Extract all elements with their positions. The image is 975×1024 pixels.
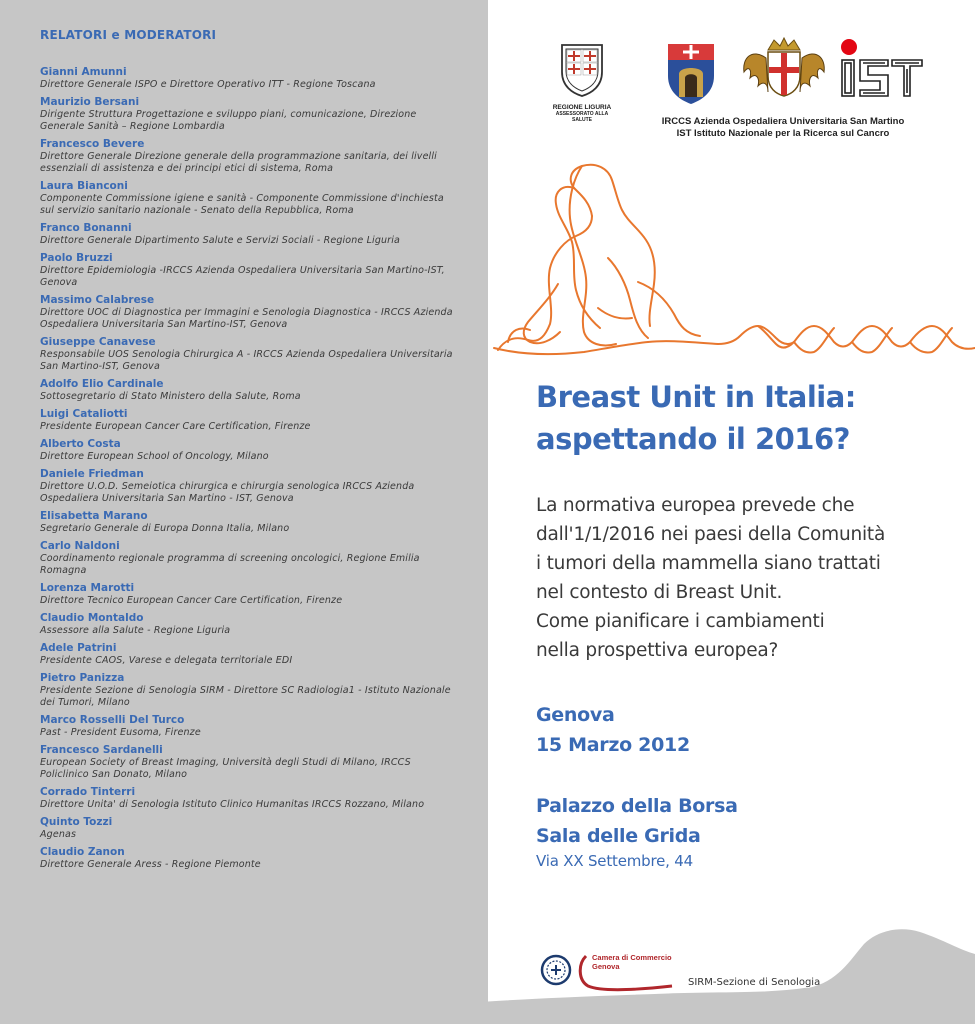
title-line-2: aspettando il 2016? (536, 422, 850, 456)
speaker-role: Direttore Tecnico European Cancer Care Certification, Firenze (40, 595, 343, 606)
cc-line-2: Genova (592, 962, 620, 971)
camera-commercio-text (592, 953, 672, 971)
speaker-item (40, 294, 460, 331)
speaker-item (40, 252, 460, 289)
liguria-shield-icon (559, 42, 605, 98)
speaker-role: Sottosegretario di Stato Ministero della Salute, Roma (40, 391, 301, 402)
speaker-name: Adolfo Elio Cardinale (40, 378, 164, 390)
section-title: RELATORI e MODERATORI (40, 28, 217, 42)
event-city: Genova (536, 704, 615, 726)
speaker-name: Francesco Bevere (40, 138, 145, 150)
cover-panel (488, 0, 975, 1024)
seated-woman-illustration (488, 158, 975, 382)
regione-liguria-logo (551, 42, 613, 123)
speaker-item (40, 582, 460, 607)
description-line: nella prospettiva europea? (536, 640, 779, 661)
seated-figure-line-icon (488, 158, 975, 378)
speaker-item (40, 846, 460, 871)
speaker-name: Claudio Montaldo (40, 612, 144, 624)
cc-line-1: Camera di Commercio (592, 953, 672, 962)
speaker-role: Agenas (40, 829, 77, 840)
speaker-role: Dirigente Struttura Progettazione e sviluppo piani, comunicazione, Direzione Generale Sanità – Regione Lombardia (40, 109, 417, 132)
institution-line-1: IRCCS Azienda Ospedaliera Universitaria San Martino (661, 116, 905, 127)
speaker-role: Coordinamento regionale programma di screening oncologici, Regione Emilia Romagna (40, 553, 420, 576)
description-line: Come pianificare i cambiamenti (536, 611, 825, 632)
speaker-item (40, 744, 460, 781)
speaker-item (40, 378, 460, 403)
speaker-name: Paolo Bruzzi (40, 252, 113, 264)
speaker-name: Pietro Panizza (40, 672, 125, 684)
speaker-name: Luigi Cataliotti (40, 408, 128, 420)
venue-address: Via XX Settembre, 44 (536, 852, 693, 870)
institution-line-2: IST Istituto Nazionale per la Ricerca sul Cancro (676, 128, 890, 139)
speaker-name: Laura Bianconi (40, 180, 128, 192)
ist-wordmark: IST (836, 38, 838, 39)
speaker-item (40, 468, 460, 505)
speaker-role: Direttore Generale Aress - Regione Piemonte (40, 859, 261, 870)
speaker-item (40, 438, 460, 463)
speaker-name: Giuseppe Canavese (40, 336, 156, 348)
speaker-item (40, 222, 460, 247)
sirm-section-label: SIRM-Sezione di Senologia (688, 977, 821, 988)
speaker-name: Massimo Calabrese (40, 294, 155, 306)
speaker-role: Responsabile UOS Senologia Chirurgica A - IRCCS Azienda Ospedaliera Universitaria San Martino-IST, Genova (40, 349, 453, 372)
speaker-name: Maurizio Bersani (40, 96, 140, 108)
ist-logo-mark (836, 38, 924, 100)
speaker-item (40, 408, 460, 433)
speaker-role: Direttore European School of Oncology, Milano (40, 451, 269, 462)
speaker-name: Adele Patrini (40, 642, 117, 654)
speaker-item (40, 612, 460, 637)
speaker-role: Presidente European Cancer Care Certification, Firenze (40, 421, 311, 432)
speaker-role: Segretario Generale di Europa Donna Italia, Milano (40, 523, 290, 534)
speaker-role: Past - President Eusoma, Firenze (40, 727, 201, 738)
sirm-emblem-icon (540, 954, 572, 986)
speaker-item (40, 138, 460, 175)
speaker-item (40, 642, 460, 667)
speaker-role: Componente Commissione igiene e sanità - Componente Commissione d'inchiesta sul servizio sanitario nazionale - Senato della Repubblica, Roma (40, 193, 444, 216)
speaker-role: Direttore Epidemiologia -IRCCS Azienda Ospedaliera Universitaria San Martino-IST, Genova (40, 265, 445, 288)
genova-coat-of-arms-logo (738, 36, 830, 106)
speaker-role: Direttore UOC di Diagnostica per Immagini e Senologia Diagnostica - IRCCS Azienda Ospedaliera Universitaria San Martino-IST, Genova (40, 307, 453, 330)
speaker-item (40, 66, 460, 91)
venue-room: Sala delle Grida (536, 825, 701, 847)
speaker-role: Assessore alla Salute - Regione Liguria (40, 625, 231, 636)
speaker-item (40, 336, 460, 373)
description-line: i tumori della mammella siano trattati (536, 553, 881, 574)
event-date: 15 Marzo 2012 (536, 734, 690, 756)
description-line: La normativa europea prevede che (536, 495, 855, 516)
speaker-name: Lorenza Marotti (40, 582, 135, 594)
description-line: dall'1/1/2016 nei paesi della Comunità (536, 524, 886, 545)
speaker-role: European Society of Breast Imaging, Università degli Studi di Milano, IRCCS Policlinico San Donato, Milano (40, 757, 411, 780)
institution-lines (598, 116, 968, 140)
speaker-role: Direttore Generale Dipartimento Salute e Servizi Sociali - Regione Liguria (40, 235, 400, 246)
griffins-coat-of-arms-icon (738, 36, 830, 102)
speaker-role: Direttore Unita' di Senologia Istituto Clinico Humanitas IRCCS Rozzano, Milano (40, 799, 425, 810)
speaker-name: Francesco Sardanelli (40, 744, 163, 756)
speaker-name: Marco Rosselli Del Turco (40, 714, 185, 726)
speaker-role: Direttore Generale ISPO e Direttore Operativo ITT - Regione Toscana (40, 79, 376, 90)
speaker-name: Elisabetta Marano (40, 510, 148, 522)
speaker-name: Daniele Friedman (40, 468, 144, 480)
sirm-logo (540, 954, 572, 990)
san-martino-shield-icon (666, 42, 716, 106)
speakers-list (40, 66, 460, 876)
speaker-item (40, 816, 460, 841)
speaker-item (40, 714, 460, 739)
speaker-role: Presidente Sezione di Senologia SIRM - Direttore SC Radiologia1 - Istituto Nazionale dei Tumori, Milano (40, 685, 451, 708)
speaker-item (40, 96, 460, 133)
liguria-logo-subtext: ASSESSORATO ALLA SALUTE (555, 111, 609, 123)
san-martino-logo (666, 42, 716, 110)
description-line: nel contesto di Breast Unit. (536, 582, 783, 603)
speaker-name: Corrado Tinterri (40, 786, 136, 798)
speaker-item (40, 510, 460, 535)
speaker-name: Franco Bonanni (40, 222, 132, 234)
speaker-item (40, 180, 460, 217)
title-line-1: Breast Unit in Italia: (536, 380, 856, 414)
speaker-name: Alberto Costa (40, 438, 121, 450)
speaker-role: Direttore U.O.D. Semeiotica chirurgica e chirurgia senologica IRCCS Azienda Ospedaliera Universitaria San Martino - IST, Genova (40, 481, 415, 504)
speaker-name: Gianni Amunni (40, 66, 127, 78)
liguria-logo-text: REGIONE LIGURIA (552, 104, 612, 111)
speaker-name: Claudio Zanon (40, 846, 125, 858)
ist-logo (836, 38, 924, 104)
speaker-role: Direttore Generale Direzione generale della programmazione sanitaria, dei livelli essenziali di assistenza e dei principi etici di sistema, Roma (40, 151, 437, 174)
event-description (536, 491, 885, 665)
event-title (536, 376, 856, 460)
speaker-item (40, 540, 460, 577)
speaker-item (40, 672, 460, 709)
venue-name: Palazzo della Borsa (536, 795, 738, 817)
speaker-item (40, 786, 460, 811)
speaker-role: Presidente CAOS, Varese e delegata territoriale EDI (40, 655, 293, 666)
speaker-name: Quinto Tozzi (40, 816, 113, 828)
speaker-name: Carlo Naldoni (40, 540, 120, 552)
